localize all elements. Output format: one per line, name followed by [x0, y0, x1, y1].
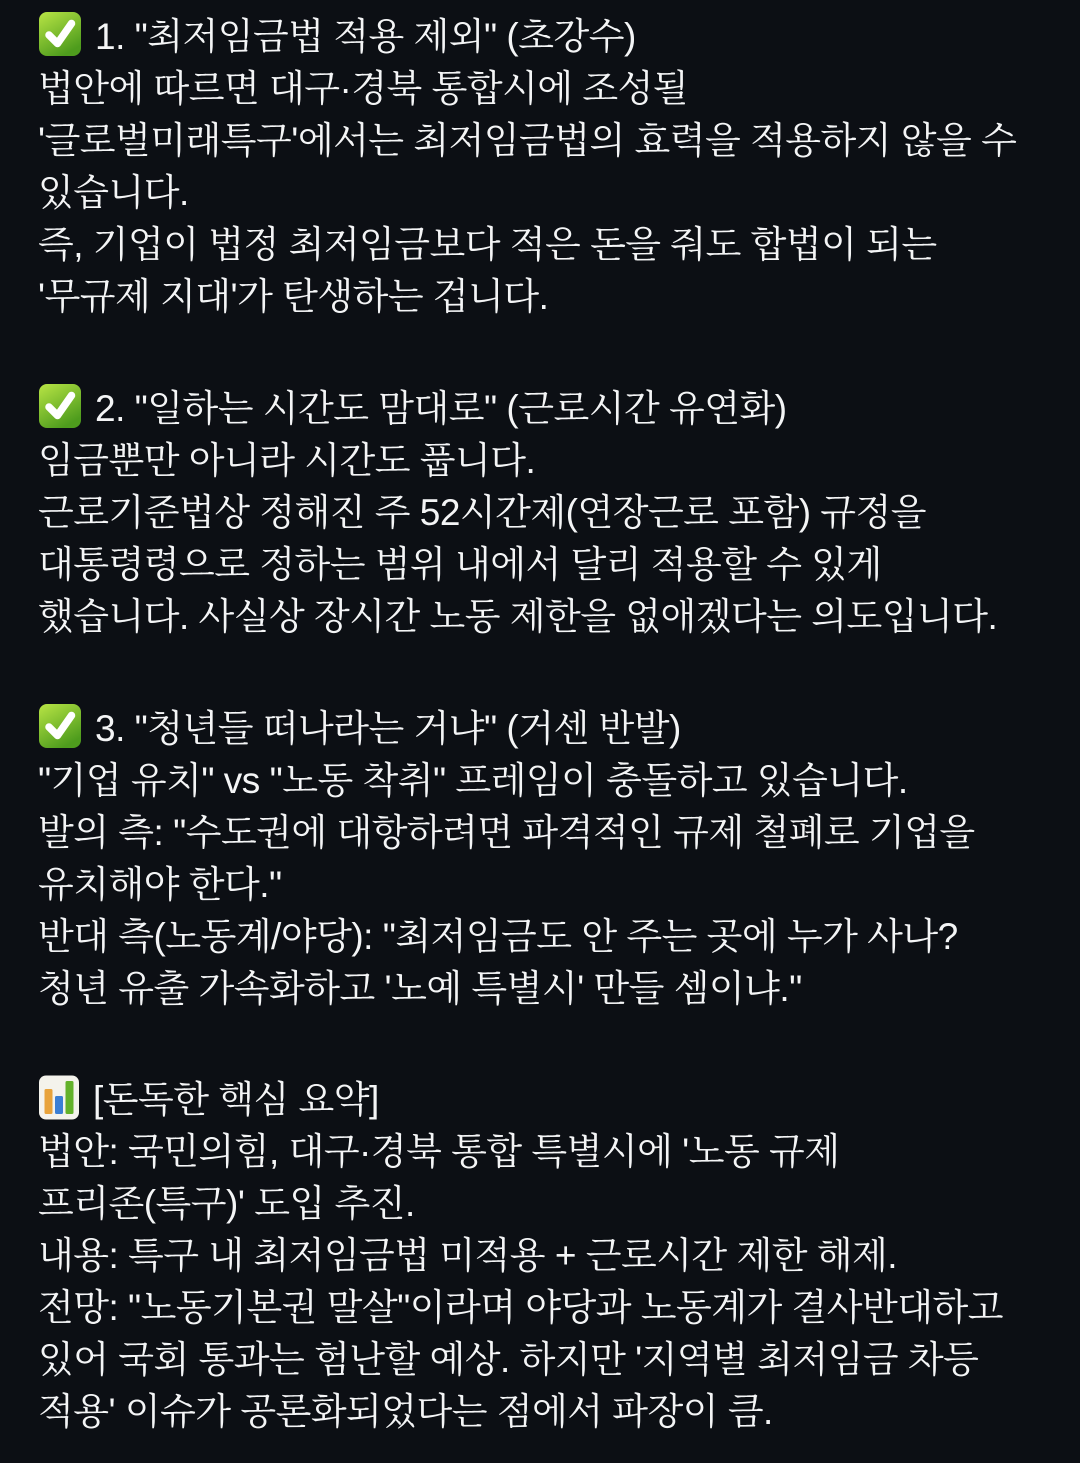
section-heading-text: 1. "최저임금법 적용 제외" (초강수) — [95, 16, 636, 57]
section-3-youth-backlash — [38, 702, 1050, 1015]
section-heading-text: 3. "청년들 떠나라는 거냐" (거센 반발) — [95, 708, 681, 749]
section-heading — [38, 10, 1050, 63]
section-4-key-summary — [38, 1074, 1050, 1438]
check-mark-icon — [38, 702, 82, 750]
text-line: 적용' 이슈가 공론화되었다는 점에서 파장이 큼. — [38, 1391, 773, 1432]
text-line: 있습니다. — [38, 172, 189, 213]
check-mark-icon — [38, 10, 82, 58]
text-line: 법안에 따르면 대구·경북 통합시에 조성될 — [38, 68, 689, 109]
section-heading — [38, 1074, 1050, 1126]
text-line: 대통령령으로 정하는 범위 내에서 달리 적용할 수 있게 — [38, 544, 882, 585]
check-mark-icon — [38, 382, 82, 430]
text-line: 내용: 특구 내 최저임금법 미적용 + 근로시간 제한 해제. — [38, 1235, 897, 1276]
section-heading — [38, 702, 1050, 755]
text-line: 했습니다. 사실상 장시간 노동 제한을 없애겠다는 의도입니다. — [38, 596, 998, 637]
text-line: '글로벌미래특구'에서는 최저임금법의 효력을 적용하지 않을 수 — [38, 120, 1017, 161]
text-line: 발의 측: "수도권에 대항하려면 파격적인 규제 철폐로 기업을 — [38, 812, 975, 853]
section-2-working-hours-flexibility — [38, 382, 1050, 643]
text-line: "기업 유치" vs "노동 착취" 프레임이 충돌하고 있습니다. — [38, 760, 908, 801]
text-line: 임금뿐만 아니라 시간도 풉니다. — [38, 440, 536, 481]
text-line: 유치해야 한다." — [38, 864, 282, 905]
section-1-minimum-wage-exclusion — [38, 10, 1050, 323]
text-line: 반대 측(노동계/야당): "최저임금도 안 주는 곳에 누가 사나? — [38, 916, 958, 957]
text-line: 프리존(특구)' 도입 추진. — [38, 1183, 415, 1224]
text-line: 전망: "노동기본권 말살"이라며 야당과 노동계가 결사반대하고 — [38, 1287, 1003, 1328]
section-heading — [38, 382, 1050, 435]
text-line: '무규제 지대'가 탄생하는 겁니다. — [38, 276, 549, 317]
section-heading-text: 2. "일하는 시간도 맘대로" (근로시간 유연화) — [95, 388, 787, 429]
text-line: 청년 유출 가속화하고 '노예 특별시' 만들 셈이냐." — [38, 968, 802, 1009]
text-line: 있어 국회 통과는 험난할 예상. 하지만 '지역별 최저임금 차등 — [38, 1339, 979, 1380]
text-line: 즉, 기업이 법정 최저임금보다 적은 돈을 줘도 합법이 되는 — [38, 224, 937, 265]
text-line: 법안: 국민의힘, 대구·경북 통합 특별시에 '노동 규제 — [38, 1131, 840, 1172]
text-line: 근로기준법상 정해진 주 52시간제(연장근로 포함) 규정을 — [38, 492, 927, 533]
section-heading-text: [돈독한 핵심 요약] — [93, 1079, 379, 1120]
bar-chart-icon — [38, 1074, 80, 1121]
